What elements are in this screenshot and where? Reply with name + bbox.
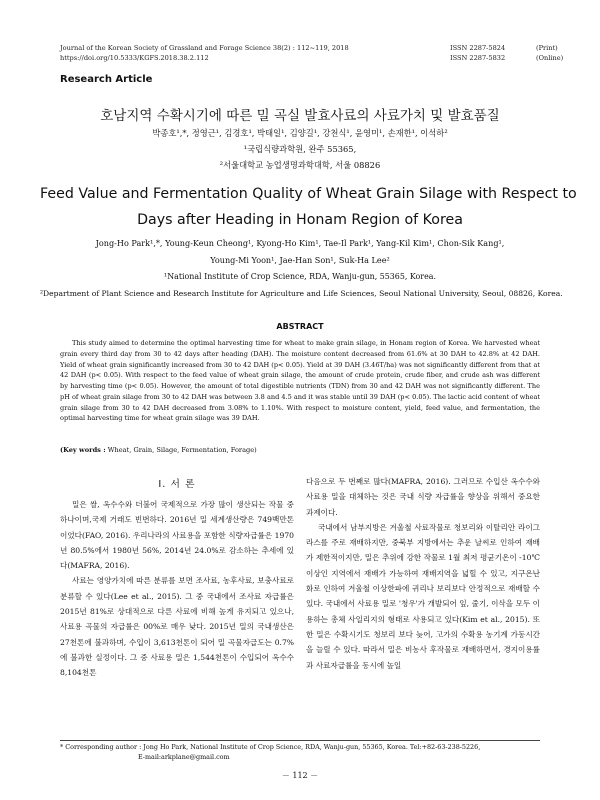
english-authors-line-1: Jong-Ho Park¹,*, Young-Keun Cheong¹, Kyong-Ho Kim¹, Tae-Il Park¹, Yang-Kil Kim¹, Chon-Sik Kang¹, bbox=[95, 238, 505, 248]
korean-affiliation-2: ²서울대학교 농업생명과학대학, 서울 08826 bbox=[219, 160, 381, 170]
english-title-line-1: Feed Value and Fermentation Quality of Wheat Grain Silage with Respect to bbox=[40, 186, 577, 202]
footnote-divider bbox=[60, 740, 540, 741]
issn-online-label: (Online) bbox=[536, 53, 564, 62]
issn-block bbox=[450, 44, 563, 63]
journal-citation: Journal of the Korean Society of Grassland and Forage Science 38(2) : 112~119, 2018 bbox=[60, 44, 349, 52]
paragraph: 국내에서 남부지방은 겨울철 사료작물로 청보리와 이탈리안 라이그라스를 주로 재배하지만, 중북부 지방에서는 추운 날씨로 인하여 재배가 제한적이지만, 밀은 추위에 강한 작물로 1월 최저 평균기온이 -10℃ 이상인 지역에서 재배가 가능하여 재배지역을 넓힐 수 있고, 지구온난화로 인하여 겨울철 이상한파에 귀리나 보리보다 안정적으로 재배할 수 있다. 국내에서 사료용 밀로 '청우'가 개발되어 잎, 줄기, 이삭을 모두 이용하는 총체 사일리지의 형태로 사용되고 있다(Kim et al., 2015). 또한 밀은 수확시기도 청보리 보다 늦어, 고가의 수확용 농기계 가동시간을 늘릴 수 있다. 따라서 밀은 비농사 후작물로 재배하면서, 경지이용률과 사료자급률을 동시에 높일 bbox=[306, 522, 540, 670]
page-number: － 112 － bbox=[281, 771, 319, 780]
abstract-text: This study aimed to determine the optimal harvesting time for wheat to make grain silage, in Honam region of Korea. We harvested wheat grain every third day from 30 to 42 days after heading (DAH). The moisture content decreased from 61.6% at 30 DAH to 42.8% at 42 DAH. Yield of wheat grain significantly increased from 30 to 42 DAH (p< 0.05). Yield at 39 DAH (3.46T/ha) was not significantly different from that at 42 DAH (p< 0.05). With respect to the feed value of wheat grain silage, the amount of crude protein, crude fiber, and crude ash was different by harvesting time (p< 0.05). However, the amount of total digestible nutrients (TDN) from 30 and 42 DAH was not significantly different. The pH of wheat grain silage from 30 to 42 DAH was between 3.8 and 4.5 and it was stable until 39 DAH (p< 0.05). The lactic acid content of wheat grain silage from 30 to 42 DAH decreased from 3.08% to 1.10%. With respect to moisture content, yield, feed value, and fermentation, the optimal harvesting time for wheat grain silage was 39 DAH. bbox=[60, 339, 540, 423]
korean-title: 호남지역 수확시기에 따른 밀 곡실 발효사료의 사료가치 및 발효품질 bbox=[100, 108, 500, 124]
footnote-line-1: * Corresponding author : Jong Ho Park, National Institute of Crop Science, RDA, Wanju-gun, 55365, Korea. Tel:+82-63-238-5226, bbox=[60, 743, 481, 751]
article-type: Research Article bbox=[60, 74, 153, 85]
keywords-values: Wheat, Grain, Silage, Fermentation, Forage) bbox=[107, 446, 257, 454]
abstract-body bbox=[60, 338, 540, 424]
english-affiliation-2: ²Department of Plant Science and Research Institute for Agriculture and Life Sciences, Seoul National University, Seoul, 08826, Korea. bbox=[40, 289, 563, 298]
footnote-email[interactable]: E-mail:arkplane@gmail.com bbox=[138, 752, 230, 761]
paragraph: 사료는 영양가치에 따른 분류를 보면 조사료, 농후사료, 보충사료로 분류할 수 있다(Lee et al., 2015). 그 중 국내에서 조사료 자급률은 2015년 81%로 상대적으로 다른 사료에 비해 높게 유지되고 있으나, 사료용 곡물의 자급률은 00%로 매우 낮다. 2015년 밀의 국내생산은 27천톤에 불과하며, 수입이 3,613천톤이 되어 밀 곡물자급도는 0.7%에 불과한 실정이다. 그 중 사료용 밀은 1,544천톤이 수입되어 옥수수 8,104천톤 bbox=[60, 576, 294, 678]
korean-authors: 박종호¹,*, 정영근¹, 김경호¹, 박태일¹, 김양길¹, 강천식¹, 윤영미¹, 손재한¹, 이석하² bbox=[152, 128, 448, 138]
english-title-line-2: Days after Heading in Honam Region of Korea bbox=[137, 212, 463, 228]
english-affiliation-1: ¹National Institute of Crop Science, RDA, Wanju-gun, 55365, Korea. bbox=[164, 272, 436, 281]
left-column bbox=[60, 497, 294, 681]
right-column bbox=[306, 474, 540, 673]
issn-print-label: (Print) bbox=[536, 44, 558, 52]
paragraph: 다음으로 두 번째로 많다(MAFRA, 2016). 그러므로 수입산 옥수수와 사료용 밀을 대체하는 것은 국내 식량 자급률을 향상을 위해서 중요한 과제이다. bbox=[306, 477, 540, 517]
issn-online-number: ISSN 2287-5832 bbox=[450, 53, 506, 62]
paragraph: 밀은 쌀, 옥수수와 더불어 국제적으로 가장 많이 생산되는 작물 중 하나이며,국제 거래도 빈번하다. 2016년 밀 세계생산량은 749백만톤이었다(FAO, 2016). 우리나라의 사료용을 포함한 식량자급률은 1970년 80.5%에서 1980년 56%, 2014년 24.0%로 감소하는 추세에 있다(MAFRA, 2016). bbox=[60, 500, 294, 571]
korean-affiliation-1: ¹국립식량과학원, 완주 55365, bbox=[243, 144, 357, 154]
corresponding-author-footnote bbox=[60, 743, 540, 762]
journal-header bbox=[60, 44, 349, 63]
english-authors-line-2: Young-Mi Yoon¹, Jae-Han Son¹, Suk-Ha Lee² bbox=[210, 255, 390, 265]
abstract-title: ABSTRACT bbox=[276, 322, 324, 331]
doi-link[interactable]: https://doi.org/10.5333/KGFS.2018.38.2.112 bbox=[60, 53, 209, 62]
keywords-label: (Key words : bbox=[60, 446, 106, 454]
section-heading-introduction: Ⅰ. 서 론 bbox=[158, 479, 196, 490]
keywords bbox=[60, 446, 257, 454]
issn-print-number: ISSN 2287-5824 bbox=[450, 44, 506, 52]
